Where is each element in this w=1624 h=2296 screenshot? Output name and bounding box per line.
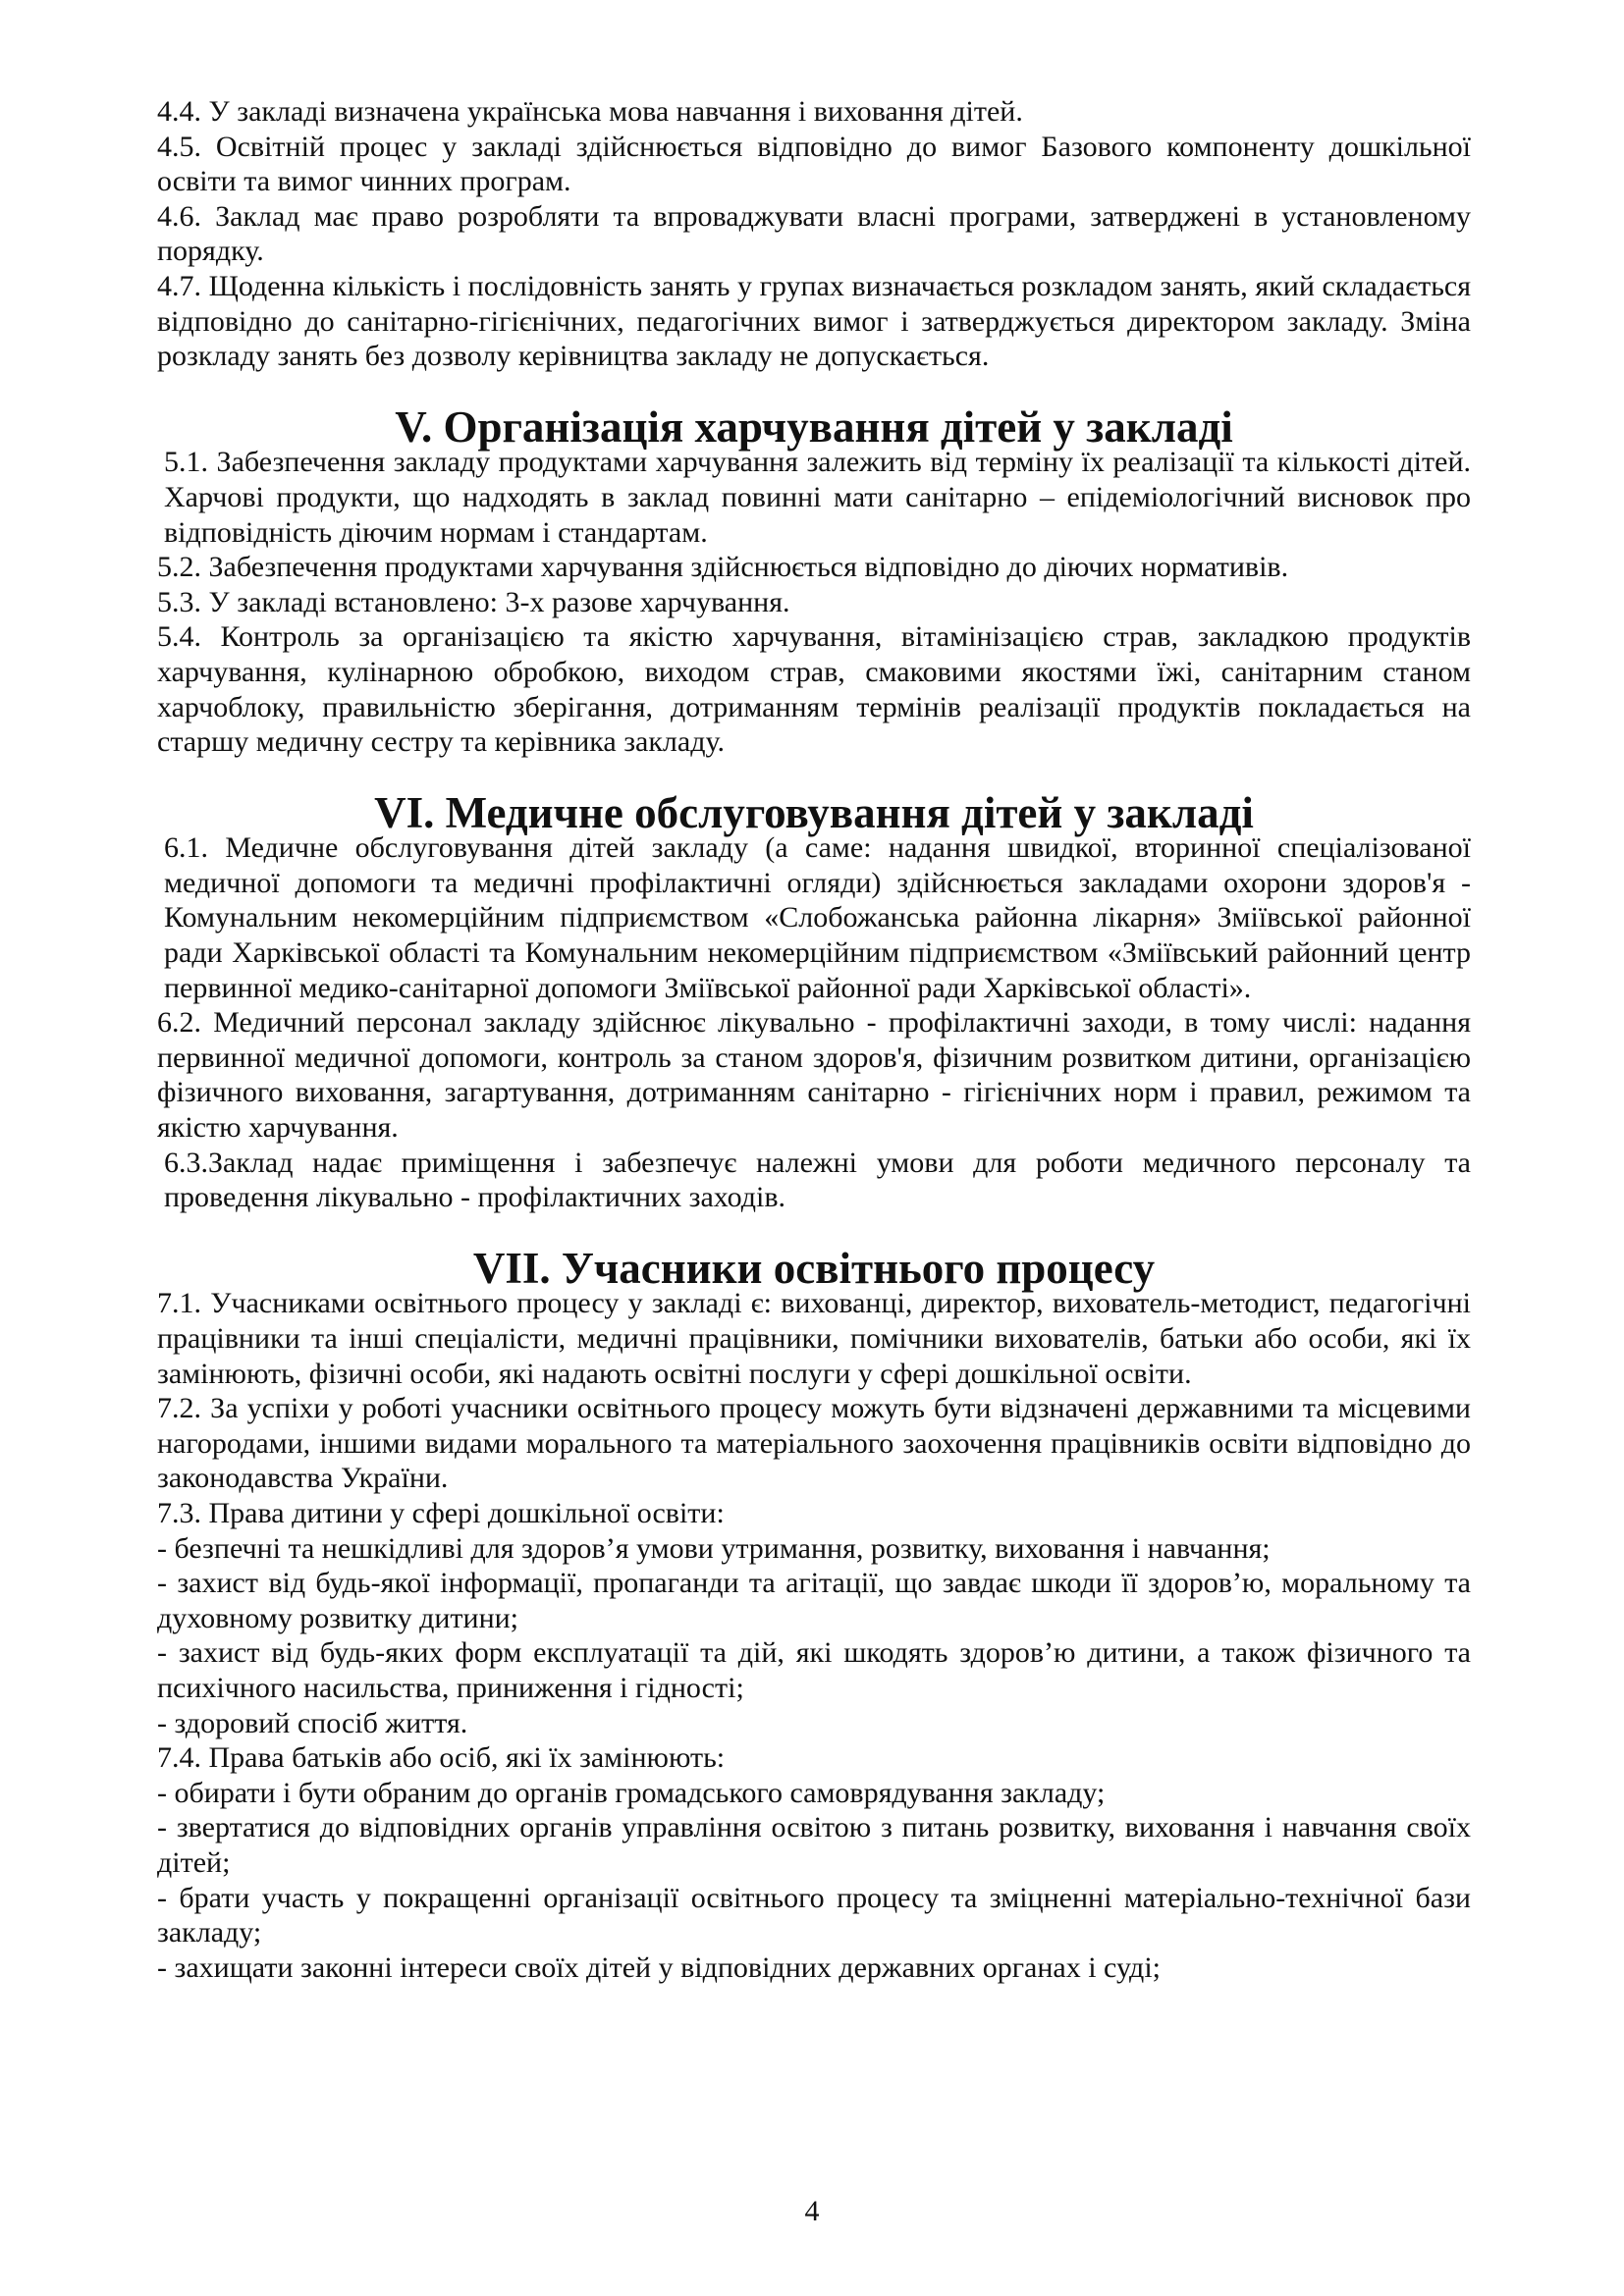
list-item-parent-right-4: - захищати законні інтереси своїх дітей у відповідних державних органах і суді; xyxy=(157,1950,1161,1984)
section-heading-5: V. Організація харчування дітей у закладі xyxy=(395,401,1233,452)
paragraph-7-3: 7.3. Права дитини у сфері дошкільної освіти: xyxy=(157,1496,725,1529)
section-heading-7: VII. Учасники освітнього процесу xyxy=(472,1243,1156,1293)
paragraph-4-7: 4.7. Щоденна кількість і послідовність занять у групах визначається розкладом занять, який складається відповідно до санітарно-гігієнічних, педагогічних вимог і затверджується директором закладу. Зміна розкладу занять без дозволу керівництва закладу не допускається. xyxy=(157,269,1471,373)
paragraph-5-2: 5.2. Забезпечення продуктами харчування здійснюється відповідно до діючих нормативів. xyxy=(157,551,1289,584)
paragraph-5-1: 5.1. Забезпечення закладу продуктами харчування залежить від терміну їх реалізації та кількості дітей. Харчові продукти, що надходять в заклад повинні мати санітарно – епідеміологічний висновок про відповідність діючим нормам і стандартам. xyxy=(164,446,1471,549)
paragraph-6-2: 6.2. Медичний персонал закладу здійснює лікувально - профілактичні заходи, в тому числі: надання первинної медичної допомоги, контроль за станом здоров'я, фізичним розвитком дитини, організацією фізичного виховання, загартування, дотриманням санітарно - гігієнічних норм і правил, режимом та якістю харчування. xyxy=(157,1006,1471,1145)
paragraph-6-3: 6.3.Заклад надає приміщення і забезпечує належні умови для роботи медичного персоналу та проведення лікувально - профілактичних заходів. xyxy=(164,1146,1471,1214)
list-item-child-right-1: - безпечні та нешкідливі для здоров’я умови утримання, розвитку, виховання і навчання; xyxy=(157,1531,1271,1565)
list-item-parent-right-1: - обирати і бути обраним до органів громадського самоврядування закладу; xyxy=(157,1776,1106,1809)
page-number: 4 xyxy=(804,2195,820,2227)
section-heading-6: VI. Медичне обслуговування дітей у закладі xyxy=(374,787,1254,837)
list-item-parent-right-2: - звертатися до відповідних органів управління освітою з питань розвитку, виховання і навчання своїх дітей; xyxy=(157,1811,1471,1879)
paragraph-5-4: 5.4. Контроль за організацією та якістю харчування, вітамінізацією страв, закладкою продуктів харчування, кулінарною обробкою, виходом страв, смаковими якостями їжі, санітарним станом харчоблоку, правильністю зберігання, дотриманням термінів реалізації продуктів покладається на старшу медичну сестру та керівника закладу. xyxy=(157,620,1471,759)
list-item-child-right-3: - захист від будь-яких форм експлуатації та дій, які шкодять здоров’ю дитини, а також фізичного та психічного насильства, приниження і гідності; xyxy=(157,1636,1471,1704)
list-item-child-right-4: - здоровий спосіб життя. xyxy=(157,1706,468,1739)
paragraph-6-1: 6.1. Медичне обслуговування дітей закладу (а саме: надання швидкої, вторинної спеціалізованої медичної допомоги та медичні профілактичні огляди) здійснюється закладами охорони здоров'я - Комунальним некомерційним підприємством «Слобожанська районна лікарня» Зміївської районної ради Харківської області та Комунальним некомерційним підприємством «Зміївський районний центр первинної медико-санітарної допомоги Зміївської районної ради Харківської області». xyxy=(164,831,1471,1004)
paragraph-7-4: 7.4. Права батьків або осіб, які їх замінюють: xyxy=(157,1741,726,1775)
paragraph-4-6: 4.6. Заклад має право розробляти та впроваджувати власні програми, затверджені в установленому порядку. xyxy=(157,199,1471,268)
list-item-child-right-2: - захист від будь-якої інформації, пропаганди та агітації, що завдає шкоди її здоров’ю, моральному та духовному розвитку дитини; xyxy=(157,1567,1471,1634)
list-item-parent-right-3: - брати участь у покращенні організації освітнього процесу та зміцненні матеріально-технічної бази закладу; xyxy=(157,1881,1471,1949)
paragraph-4-5: 4.5. Освітній процес у закладі здійснюється відповідно до вимог Базового компоненту дошкільної освіти та вимог чинних програм. xyxy=(157,130,1471,198)
paragraph-5-3: 5.3. У закладі встановлено: 3-х разове харчування. xyxy=(157,585,790,618)
paragraph-7-1: 7.1. Учасниками освітнього процесу у закладі є: вихованці, директор, вихователь-методист, педагогічні працівники та інші спеціалісти, медичні працівники, помічники вихователів, батьки або особи, які їх замінюють, фізичні особи, які надають освітні послуги у сфері дошкільної освіти. xyxy=(157,1287,1471,1390)
paragraph-4-4: 4.4. У закладі визначена українська мова навчання і виховання дітей. xyxy=(157,95,1023,128)
document-page xyxy=(157,94,1471,1985)
paragraph-7-2: 7.2. За успіхи у роботі учасники освітнього процесу можуть бути відзначені державними та місцевими нагородами, іншими видами морального та матеріального заохочення працівників освіти відповідно до законодавства України. xyxy=(157,1392,1471,1495)
